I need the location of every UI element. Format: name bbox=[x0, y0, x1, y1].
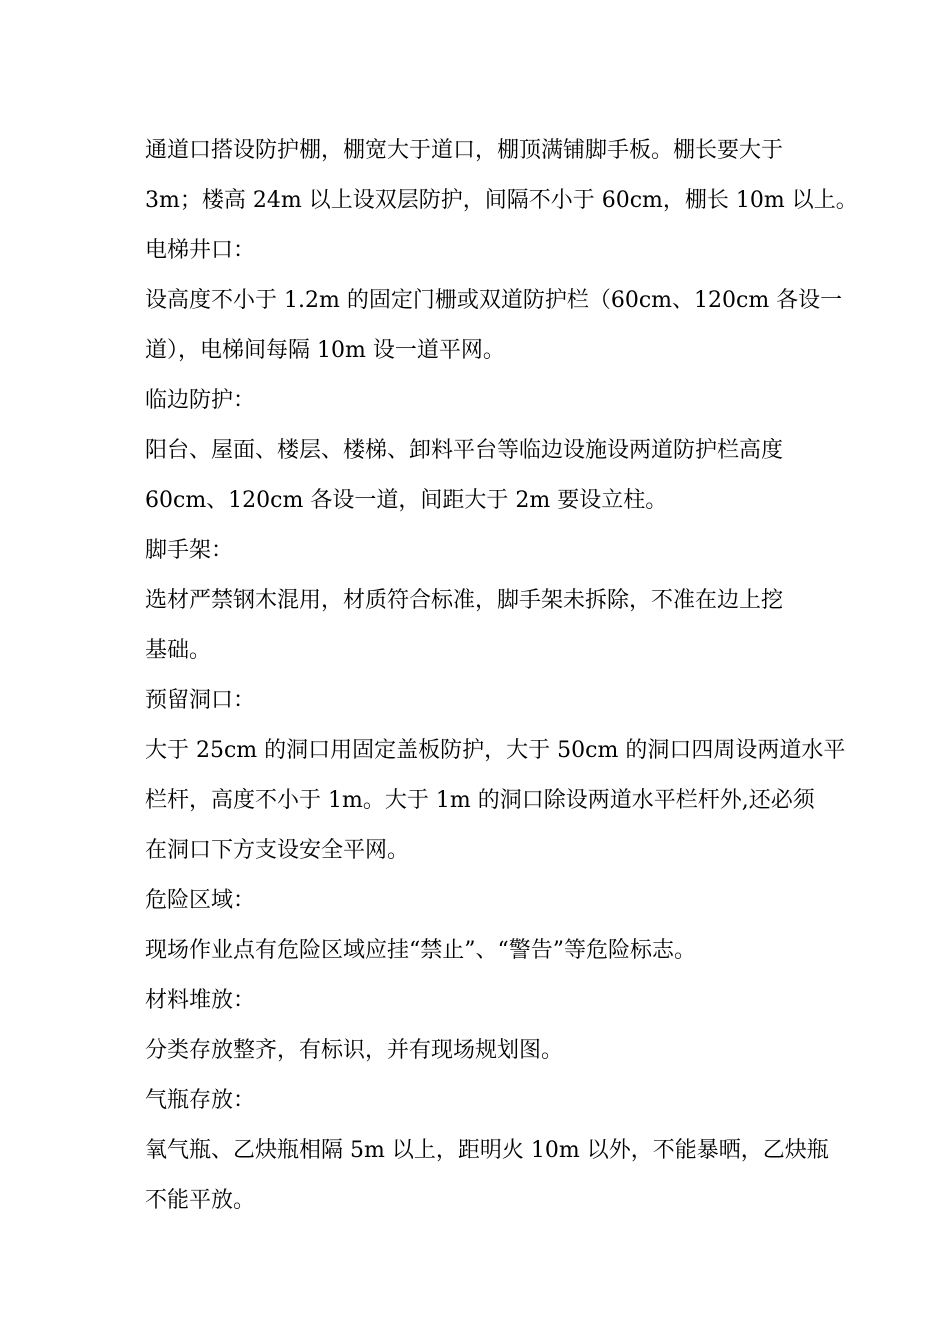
section-heading: 危险区域： bbox=[145, 888, 256, 913]
text-line: 氧气瓶、乙炔瓶相隔 5m 以上，距明火 10m 以外，不能暴晒，乙炔瓶 bbox=[145, 1138, 829, 1163]
section-heading: 脚手架： bbox=[145, 538, 234, 563]
section-heading: 电梯井口： bbox=[145, 238, 256, 263]
text-line: 道），电梯间每隔 10m 设一道平网。 bbox=[145, 338, 505, 363]
section-heading: 材料堆放： bbox=[145, 988, 256, 1013]
document-body bbox=[145, 126, 858, 1226]
text-line: 不能平放。 bbox=[145, 1188, 256, 1213]
section-heading: 预留洞口： bbox=[145, 688, 256, 713]
text-line: 3m；楼高 24m 以上设双层防护，间隔不小于 60cm，棚长 10m 以上。 bbox=[145, 188, 858, 213]
text-line: 选材严禁钢木混用，材质符合标准，脚手架未拆除，不准在边上挖 bbox=[145, 588, 784, 613]
text-line: 现场作业点有危险区域应挂“禁止”、“警告”等危险标志。 bbox=[145, 938, 696, 963]
text-line: 分类存放整齐，有标识，并有现场规划图。 bbox=[145, 1038, 564, 1063]
text-line: 在洞口下方支设安全平网。 bbox=[145, 838, 410, 863]
text-line: 大于 25cm 的洞口用固定盖板防护，大于 50cm 的洞口四周设两道水平 bbox=[145, 738, 846, 763]
section-heading: 临边防护： bbox=[145, 388, 256, 413]
text-line: 基础。 bbox=[145, 638, 212, 663]
text-line: 设高度不小于 1.2m 的固定门栅或双道防护栏（60cm、120cm 各设一 bbox=[145, 288, 843, 313]
text-line: 栏杆，高度不小于 1m。大于 1m 的洞口除设两道水平栏杆外,还必须 bbox=[145, 788, 815, 813]
section-heading: 气瓶存放： bbox=[145, 1088, 256, 1113]
text-line: 60cm、120cm 各设一道，间距大于 2m 要设立柱。 bbox=[145, 488, 668, 513]
text-line: 阳台、屋面、楼层、楼梯、卸料平台等临边设施设两道防护栏高度 bbox=[145, 438, 784, 463]
text-line: 通道口搭设防护棚，棚宽大于道口，棚顶满铺脚手板。棚长要大于 bbox=[145, 138, 784, 163]
